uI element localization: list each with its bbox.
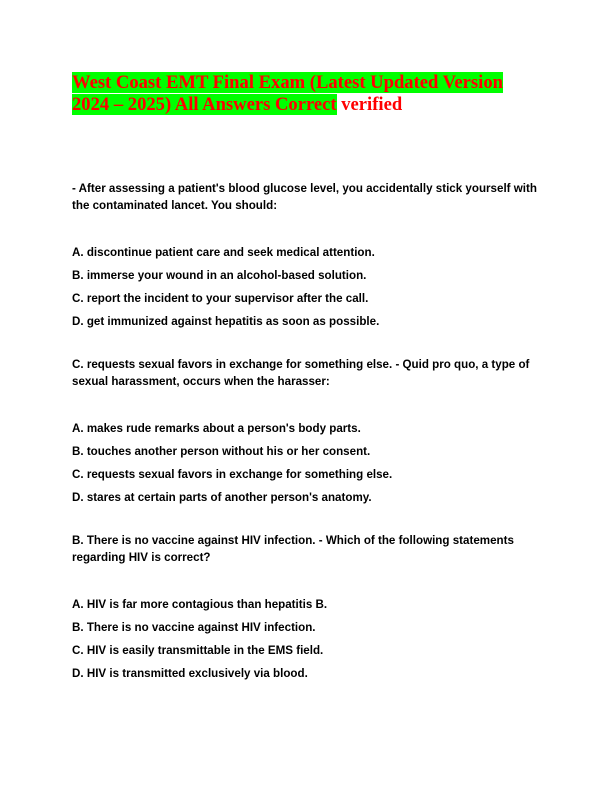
question-1-choice-a: A. discontinue patient care and seek medical attention. [72, 246, 375, 259]
question-2-choices [72, 417, 542, 509]
question-2-choice-c: C. requests sexual favors in exchange for something else. [72, 468, 393, 481]
question-block-1 [72, 180, 542, 333]
question-1-choices [72, 241, 542, 333]
question-3-choice-c: C. HIV is easily transmittable in the EMS field. [72, 644, 324, 657]
question-block-3 [72, 532, 542, 685]
question-3-stem: B. There is no vaccine against HIV infection. - Which of the following statements regarding HIV is correct? [72, 534, 514, 564]
document-title-highlighted: West Coast EMT Final Exam (Latest Updated Version 2024 – 2025) All Answers Correct [72, 72, 503, 115]
question-1-choice-d: D. get immunized against hepatitis as soon as possible. [72, 315, 380, 328]
question-3-choice-d: D. HIV is transmitted exclusively via blood. [72, 667, 308, 680]
question-2-stem: C. requests sexual favors in exchange for something else. - Quid pro quo, a type of sexual harassment, occurs when the harasser: [72, 358, 530, 388]
question-1-stem: - After assessing a patient's blood glucose level, you accidentally stick yourself with the contaminated lancet. You should: [72, 182, 537, 212]
question-1-choice-c: C. report the incident to your supervisor after the call. [72, 292, 369, 305]
question-2-choice-a: A. makes rude remarks about a person's body parts. [72, 422, 361, 435]
question-2-choice-d: D. stares at certain parts of another person's anatomy. [72, 491, 372, 504]
question-block-2 [72, 356, 542, 509]
question-3-choice-a: A. HIV is far more contagious than hepatitis B. [72, 598, 328, 611]
question-3-choices [72, 593, 542, 685]
document-title [72, 72, 542, 116]
question-1-choice-b: B. immerse your wound in an alcohol-based solution. [72, 269, 367, 282]
document-title-tail: verified [336, 94, 403, 115]
question-2-choice-b: B. touches another person without his or her consent. [72, 445, 371, 458]
question-3-choice-b: B. There is no vaccine against HIV infection. [72, 621, 316, 634]
